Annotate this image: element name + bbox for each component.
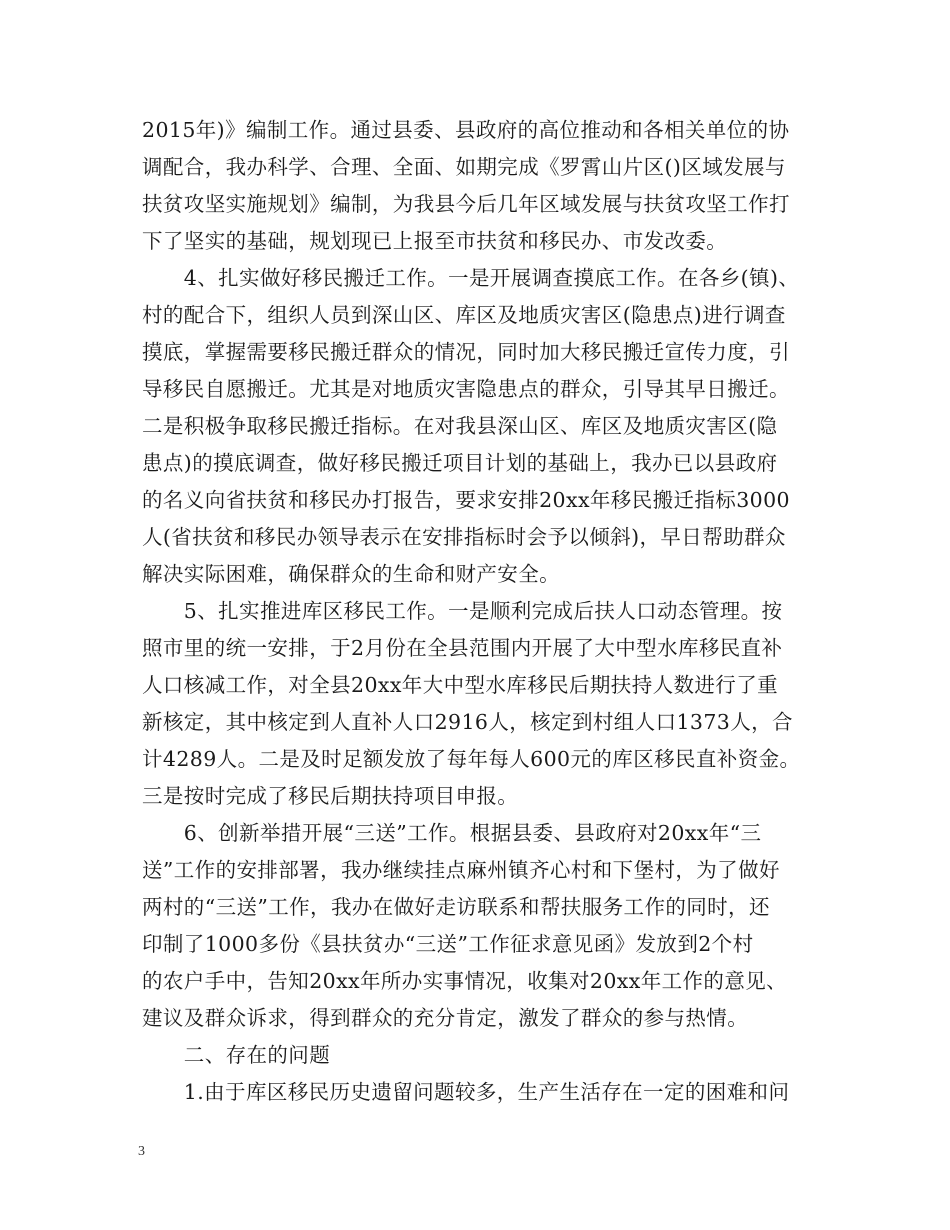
- text-line: 解决实际困难，确保群众的生命和财产安全。: [142, 562, 560, 586]
- text-line: 5、扎实推进库区移民工作。一是顺利完成后扶人口动态管理。按: [142, 599, 783, 623]
- section-heading: 二、存在的问题: [142, 1043, 331, 1067]
- text-line: 导移民自愿搬迁。尤其是对地质灾害隐患点的群众，引导其早日搬迁。: [142, 377, 790, 401]
- text-line: 村的配合下，组织人员到深山区、库区及地质灾害区(隐患点)进行调查: [142, 303, 786, 327]
- text-line: 新核定，其中核定到人直补人口2916人，核定到村组人口1373人，合: [142, 710, 793, 734]
- text-line: 建议及群众诉求，得到群众的充分肯定，激发了群众的参与热情。: [142, 1006, 749, 1030]
- text-line: 1.由于库区移民历史遗留问题较多，生产生活存在一定的困难和问: [142, 1080, 790, 1104]
- text-line: 两村的“三送”工作，我办在做好走访联系和帮扶服务工作的同时，还: [142, 895, 770, 919]
- text-line: 的名义向省扶贫和移民办打报告，要求安排20xx年移民搬迁指标3000: [142, 488, 790, 512]
- text-line: 6、创新举措开展“三送”工作。根据县委、县政府对20xx年“三: [142, 821, 762, 845]
- text-line: 二是积极争取移民搬迁指标。在对我县深山区、库区及地质灾害区(隐: [142, 414, 778, 438]
- text-line: 三是按时完成了移民后期扶持项目申报。: [142, 784, 519, 808]
- text-line: 的农户手中，告知20xx年所办实事情况，收集对20xx年工作的意见、: [142, 969, 788, 993]
- text-line: 扶贫攻坚实施规划》编制，为我县今后几年区域发展与扶贫攻坚工作打: [142, 192, 790, 216]
- text-line: 摸底，掌握需要移民搬迁群众的情况，同时加大移民搬迁宣传力度，引: [142, 340, 790, 364]
- page-number: 3: [138, 1144, 145, 1159]
- text-line: 患点)的摸底调查，做好移民搬迁项目计划的基础上，我办已以县政府: [142, 451, 778, 475]
- text-line: 2015年)》编制工作。通过县委、县政府的高位推动和各相关单位的协: [142, 118, 790, 142]
- text-line: 调配合，我办科学、合理、全面、如期完成《罗霄山片区()区域发展与: [142, 155, 786, 179]
- text-line: 4、扎实做好移民搬迁工作。一是开展调查摸底工作。在各乡(镇)、: [142, 266, 800, 290]
- text-line: 印制了1000多份《县扶贫办“三送”工作征求意见函》发放到2个村: [142, 932, 754, 956]
- text-line: 计4289人。二是及时足额发放了每年每人600元的库区移民直补资金。: [142, 747, 801, 771]
- text-line: 照市里的统一安排，于2月份在全县范围内开展了大中型水库移民直补: [142, 636, 783, 660]
- text-line: 人口核减工作，对全县20xx年大中型水库移民后期扶持人数进行了重: [142, 673, 779, 697]
- text-line: 送”工作的安排部署，我办继续挂点麻州镇齐心村和下堡村，为了做好: [142, 858, 780, 882]
- text-line: 下了坚实的基础，规划现已上报至市扶贫和移民办、市发改委。: [142, 229, 728, 253]
- text-line: 人(省扶贫和移民办领导表示在安排指标时会予以倾斜)，早日帮助群众: [142, 525, 786, 549]
